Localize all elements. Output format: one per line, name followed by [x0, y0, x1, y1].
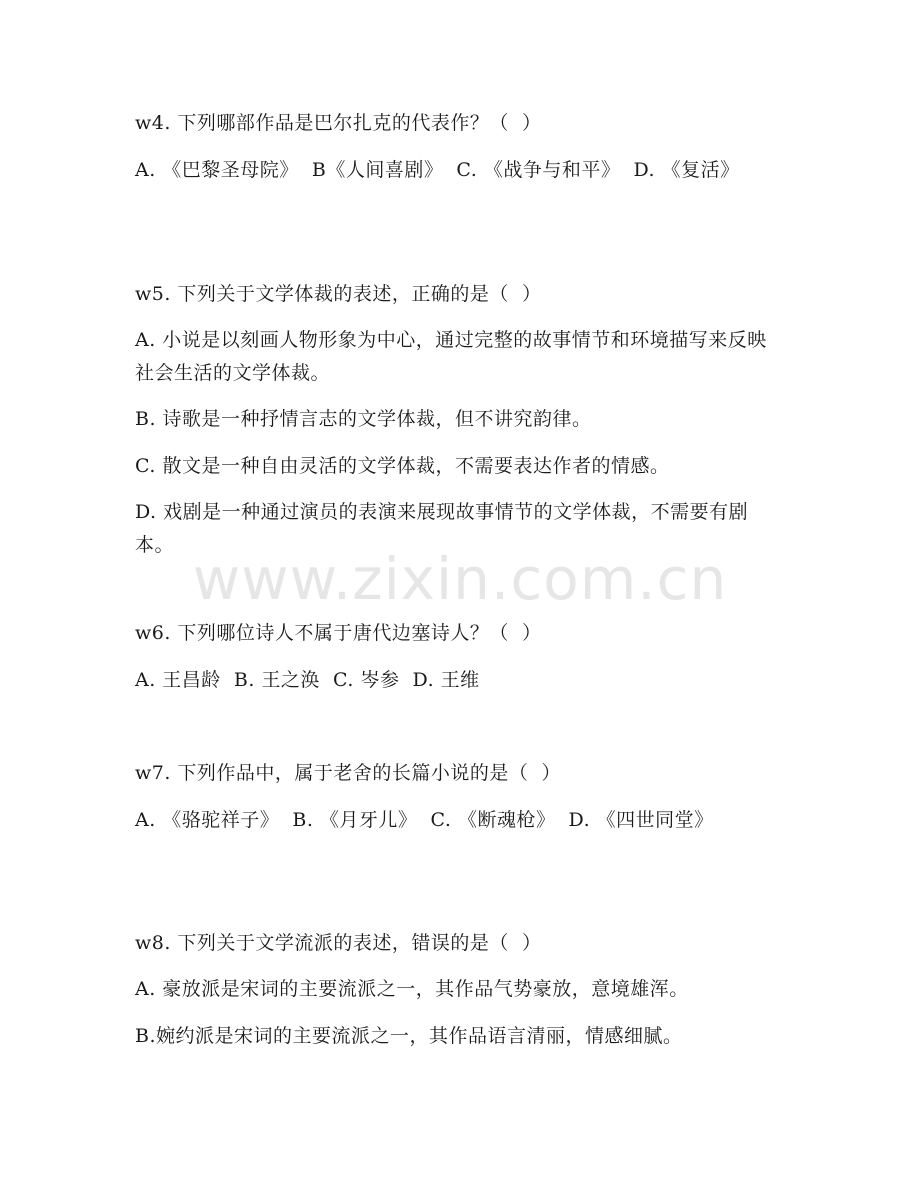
question-option-w5-b: B. 诗歌是一种抒情言志的文学体裁，但不讲究韵律。	[135, 408, 592, 430]
question-stem-w6: w6. 下列哪位诗人不属于唐代边塞诗人？（ ）	[135, 622, 542, 644]
question-stem-w7: w7. 下列作品中，属于老舍的长篇小说的是（ ）	[135, 762, 562, 784]
question-options-w7: A. 《骆驼祥子》 B. 《月牙儿》 C. 《断魂枪》 D. 《四世同堂》	[135, 809, 714, 831]
question-option-w5-c: C. 散文是一种自由灵活的文学体裁，不需要表达作者的情感。	[135, 455, 670, 477]
question-stem-w4: w4. 下列哪部作品是巴尔扎克的代表作？（ ）	[135, 112, 542, 134]
question-option-w5-d: D. 戏剧是一种通过演员的表演来展现故事情节的文学体裁，不需要有剧本。	[135, 501, 749, 556]
question-option-w8-b: B.婉约派是宋词的主要流派之一，其作品语言清丽，情感细腻。	[135, 1025, 683, 1047]
question-stem-w5: w5. 下列关于文学体裁的表述，正确的是（ ）	[135, 283, 542, 305]
question-option-w5-a: A. 小说是以刻画人物形象为中心，通过完整的故事情节和环境描写来反映社会生活的文学体裁。	[135, 329, 767, 384]
question-option-w8-a: A. 豪放派是宋词的主要流派之一，其作品气势豪放，意境雄浑。	[135, 978, 689, 1000]
question-options-w4: A. 《巴黎圣母院》 B《人间喜剧》 C. 《战争与和平》 D. 《复活》	[135, 159, 740, 181]
watermark: www.zixin.com.cn	[192, 545, 728, 613]
question-stem-w8: w8. 下列关于文学流派的表述，错误的是（ ）	[135, 932, 542, 954]
question-options-w6: A. 王昌龄 B. 王之涣 C. 岑参 D. 王维	[135, 669, 480, 691]
